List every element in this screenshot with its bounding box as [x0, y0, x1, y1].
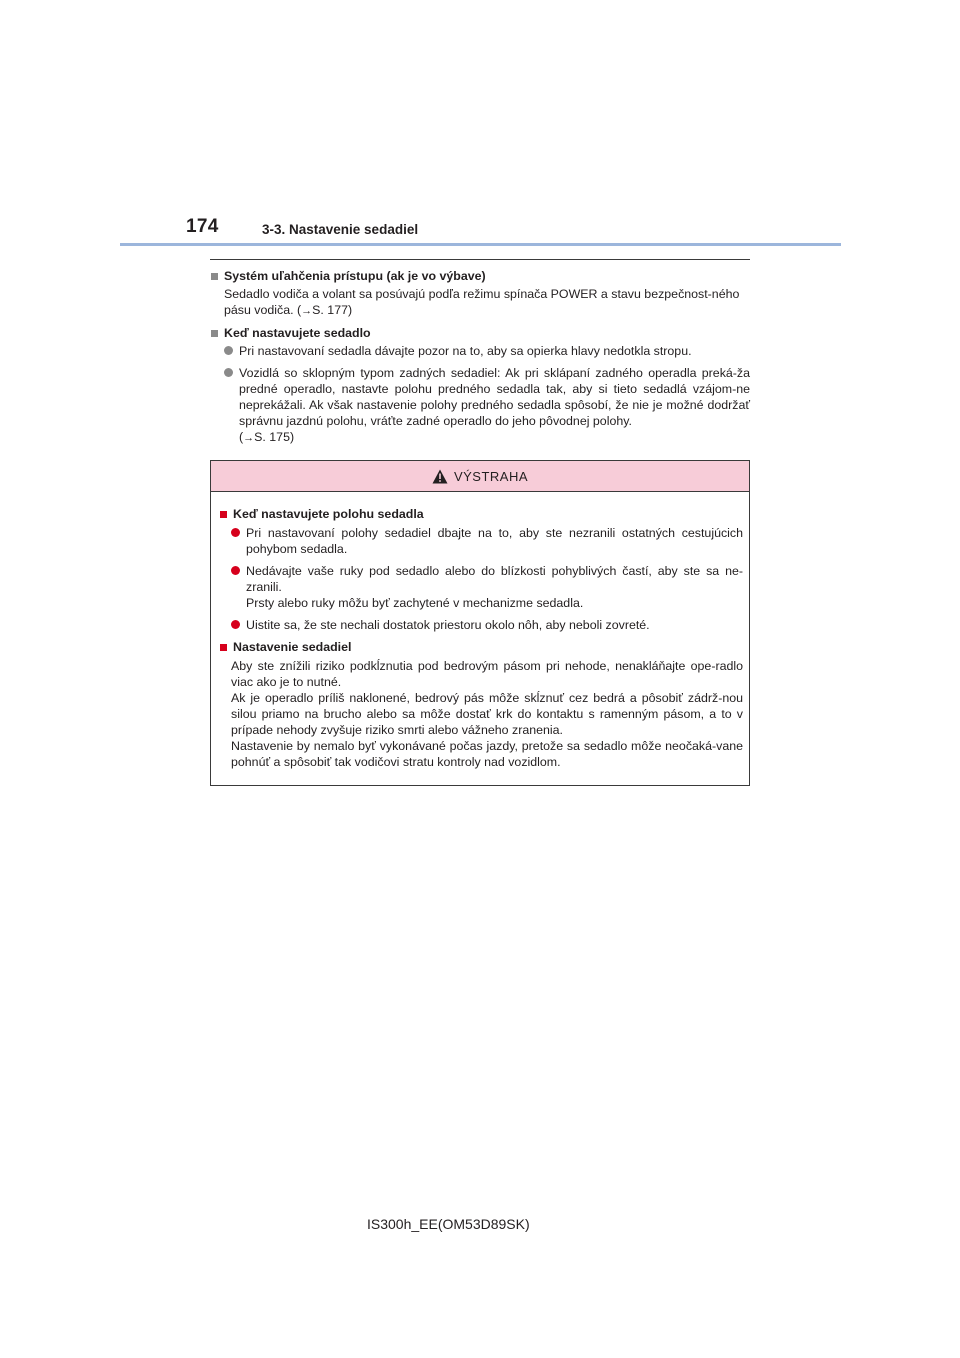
note-heading-text: Systém uľahčenia prístupu (ak je vo výbave) — [224, 269, 486, 283]
paragraph-text: Ak je operadlo príliš naklonené, bedrový pás môže skĺznuť cez bedrá a pôsobiť zádrž-nou silou priamo na brucho alebo sa môže dostať krk do kontaktu s ramenným pásom, a to v prípade nehody zvyšuje riziko smrti alebo vážneho zranenia. — [231, 691, 743, 737]
page-number: 174 — [186, 216, 219, 237]
notes-section — [210, 268, 750, 452]
arrow-right-icon: → — [301, 305, 313, 317]
round-bullet-icon — [231, 620, 240, 629]
warning-heading — [219, 506, 743, 522]
bullet-text: Uistite sa, že ste nechali dostatok priestoru okolo nôh, aby neboli zovreté. — [246, 618, 650, 632]
section-title: 3-3. Nastavenie sedadiel — [262, 222, 419, 237]
paragraph-text: Aby ste znížili riziko podkĺznutia pod bedrovým pásom pri nehode, nenakláňajte ope-radlo viac ako je to nutné. — [231, 659, 743, 689]
warning-bullet — [231, 525, 743, 557]
warning-bullet — [231, 563, 743, 611]
bullet-text: Vozidlá so sklopným typom zadných sedadiel: Ak pri sklápaní zadného operadla preká-ža predné operadlo, nastavte polohu predného sedadla tak, aby si tieto sedadlá vzájom-ne neprekážali. Ak však nastavenie polohy predného sedadla spôsobí, že nie je možné dodržať správnu jazdnú polohu, vráťte zadné operadlo do jeho pôvodnej polohy. — [239, 366, 750, 428]
note-bullet — [224, 343, 750, 359]
document-code: IS300h_EE(OM53D89SK) — [367, 1216, 530, 1232]
square-bullet-icon — [220, 511, 227, 518]
round-bullet-icon — [224, 346, 233, 355]
warning-body — [211, 492, 749, 770]
bullet-text: Pri nastavovaní polohy sedadiel dbajte na to, aby ste nezranili ostatných cestujúcich pohybom sedadla. — [246, 526, 743, 556]
page-reference: S. 177 — [312, 303, 348, 317]
top-rule — [210, 259, 750, 260]
bullet-text-block — [246, 563, 743, 611]
note-heading — [210, 268, 750, 284]
warning-heading-text: Nastavenie sedadiel — [233, 640, 352, 654]
round-bullet-icon — [231, 566, 240, 575]
square-bullet-icon — [220, 644, 227, 651]
paragraph-text: Nastavenie by nemalo byť vykonávané počas jazdy, pretože sa sedadlo môže neočaká-vane pohnúť a spôsobiť tak vodičovi stratu kontroly nad vozidlom. — [231, 739, 743, 769]
note-bullet — [224, 365, 750, 446]
page-reference: S. 175 — [254, 430, 290, 444]
bullet-text: Pri nastavovaní sedadla dávajte pozor na to, aby sa opierka hlavy nedotkla stropu. — [239, 344, 692, 358]
round-bullet-icon — [224, 368, 233, 377]
square-bullet-icon — [211, 330, 218, 337]
warning-header — [211, 461, 749, 492]
warning-box — [210, 460, 750, 786]
warning-triangle-icon — [432, 469, 448, 484]
bullet-text: Nedávajte vaše ruky pod sedadlo alebo do blízkosti pohyblivých častí, aby ste sa ne-zranili. — [246, 564, 743, 594]
warning-label: VÝSTRAHA — [453, 468, 529, 484]
note-paragraph: Sedadlo vodiča a volant sa posúvajú podľa režimu spínača POWER a stavu bezpečnost-ného pásu vodiča. (→S. 177) — [224, 287, 740, 317]
note-text: Sedadlo vodiča a volant sa posúvajú podľa režimu spínača POWER a stavu bezpečnost-ného pásu vodiča. — [224, 287, 740, 317]
warning-bullet — [231, 617, 743, 633]
arrow-right-icon: → — [243, 432, 255, 444]
round-bullet-icon — [231, 528, 240, 537]
warning-heading — [219, 639, 743, 655]
header-rule — [120, 243, 841, 246]
note-heading-text: Keď nastavujete sedadlo — [224, 326, 371, 340]
note-heading — [210, 325, 750, 341]
warning-paragraph — [231, 658, 743, 770]
square-bullet-icon — [211, 273, 218, 280]
bullet-text-block: Vozidlá so sklopným typom zadných sedadiel: Ak pri sklápaní zadného operadla preká-ža predné operadlo, nastavte polohu predného sedadla tak, aby si tieto sedadlá vzájom-ne neprekážali. Ak však nastavenie polohy predného sedadla spôsobí, že nie je možné dodržať správnu jazdnú polohu, vráťte zadné operadlo do jeho pôvodnej polohy. (→S. 175) — [239, 366, 750, 444]
warning-heading-text: Keď nastavujete polohu sedadla — [233, 507, 424, 521]
bullet-text: Prsty alebo ruky môžu byť zachytené v mechanizme sedadla. — [246, 596, 584, 610]
